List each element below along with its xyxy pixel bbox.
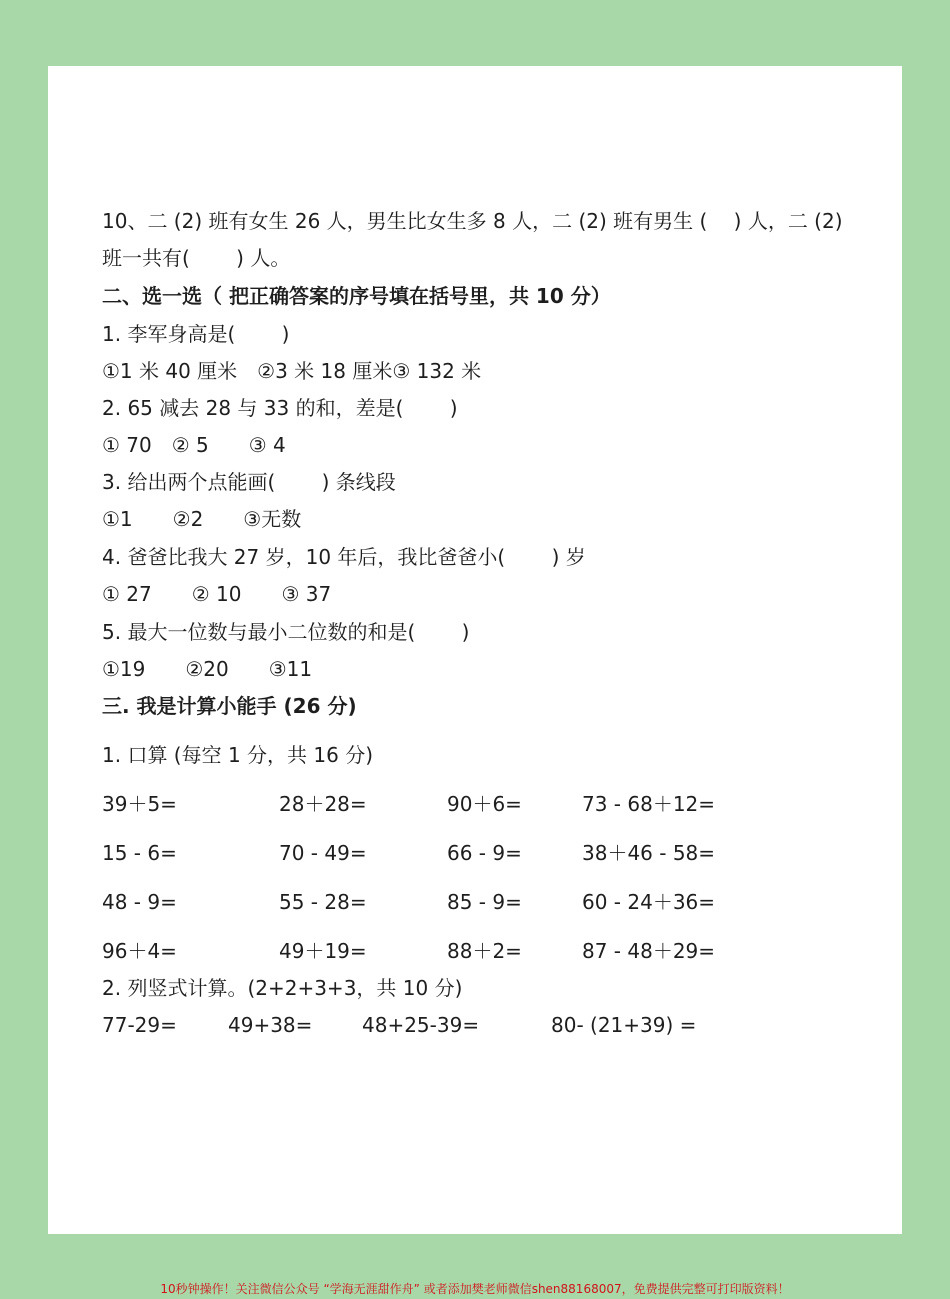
choice-options-5: ①19 ②20 ③11 [102,657,313,681]
choice-question-3: 3. 给出两个点能画( ) 条线段 [102,470,396,494]
calc-cell: 70 - 49= [279,841,367,865]
calc-cell: 28＋28= [279,792,367,816]
q10-line1: 10、二 (2) 班有女生 26 人，男生比女生多 8 人，二 (2) 班有男生 ( ) 人，二 (2) [102,209,843,233]
vertical-calc-item: 48+25-39= [362,1013,480,1037]
calc-cell: 96＋4= [102,939,177,963]
choice-question-2: 2. 65 减去 28 与 33 的和，差是( ) [102,396,458,420]
calc-cell: 38＋46 - 58= [582,841,716,865]
calc-cell: 90＋6= [447,792,522,816]
footer-banner: 10秒钟操作！关注微信公众号 “学海无涯甜作舟” 或者添加樊老师微信shen88168007，免费提供完整可打印版资料！ [160,1282,790,1296]
calc-cell: 48 - 9= [102,890,177,914]
calc-cell: 55 - 28= [279,890,367,914]
choice-question-1: 1. 李军身高是( ) [102,322,290,346]
calc-cell: 15 - 6= [102,841,177,865]
section3-title: 三. 我是计算小能手 (26 分) [102,694,357,718]
worksheet-page [48,66,902,1234]
calc-cell: 60 - 24＋36= [582,890,716,914]
choice-options-4: ① 27 ② 10 ③ 37 [102,582,332,606]
choice-options-3: ①1 ②2 ③无数 [102,507,302,531]
calc-cell: 85 - 9= [447,890,522,914]
vertical-calc-item: 77-29= [102,1013,177,1037]
section2-title: 二、选一选（ 把正确答案的序号填在括号里，共 10 分） [102,284,611,308]
vertical-calc-item: 80- (21+39) = [551,1013,697,1037]
vertical-calc-item: 49+38= [228,1013,313,1037]
choice-options-1: ①1 米 40 厘米 ②3 米 18 厘米③ 132 米 [102,359,482,383]
mental-math-heading: 1. 口算 (每空 1 分，共 16 分) [102,743,374,767]
calc-cell: 73 - 68＋12= [582,792,716,816]
choice-question-5: 5. 最大一位数与最小二位数的和是( ) [102,620,470,644]
calc-cell: 88＋2= [447,939,522,963]
vertical-calc-heading: 2. 列竖式计算。(2+2+3+3，共 10 分) [102,976,463,1000]
calc-cell: 87 - 48＋29= [582,939,716,963]
q10-line2: 班一共有( ) 人。 [102,246,291,270]
calc-cell: 49＋19= [279,939,367,963]
calc-cell: 66 - 9= [447,841,522,865]
calc-cell: 39＋5= [102,792,177,816]
choice-question-4: 4. 爸爸比我大 27 岁，10 年后，我比爸爸小( ) 岁 [102,545,586,569]
choice-options-2: ① 70 ② 5 ③ 4 [102,433,286,457]
